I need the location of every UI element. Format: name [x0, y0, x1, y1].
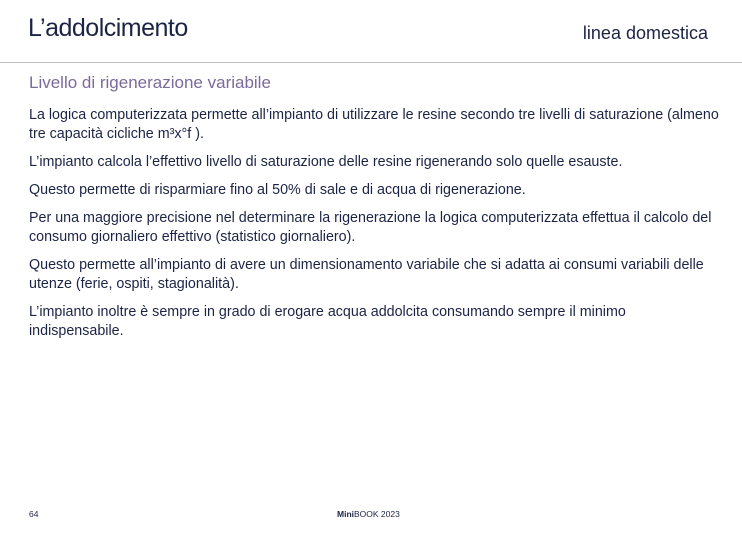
- page-subtitle: linea domestica: [582, 23, 708, 43]
- paragraph: L’impianto calcola l’effettivo livello di saturazione delle resine rigenerando solo quelle esauste.: [29, 154, 623, 170]
- page-title: L’addolcimento: [28, 14, 188, 42]
- paragraph: Per una maggiore precisione nel determinare la rigenerazione la logica computerizzata effettua il calcolo del consumo giornaliero effettivo (statistico giornaliero).: [29, 210, 712, 245]
- paragraph: L’impianto inoltre è sempre in grado di erogare acqua addolcita consumando sempre il minimo indispensabile.: [29, 304, 626, 339]
- paragraph: La logica computerizzata permette all’impianto di utilizzare le resine secondo tre livelli di saturazione (almeno tre capacità cicliche m³x°f ).: [29, 107, 719, 142]
- paragraph: Questo permette all’impianto di avere un dimensionamento variabile che si adatta ai consumi variabili delle utenze (ferie, ospiti, stagionalità).: [29, 257, 704, 292]
- footer-brand-bold: Mini: [337, 509, 354, 519]
- footer-brand: [337, 509, 400, 519]
- body-text: [29, 106, 719, 350]
- page-header: [0, 0, 742, 63]
- page-number: 64: [29, 509, 39, 519]
- footer-brand-rest: BOOK 2023: [354, 509, 400, 519]
- paragraph: Questo permette di risparmiare fino al 50% di sale e di acqua di rigenerazione.: [29, 182, 526, 198]
- section-heading: Livello di rigenerazione variabile: [29, 73, 271, 92]
